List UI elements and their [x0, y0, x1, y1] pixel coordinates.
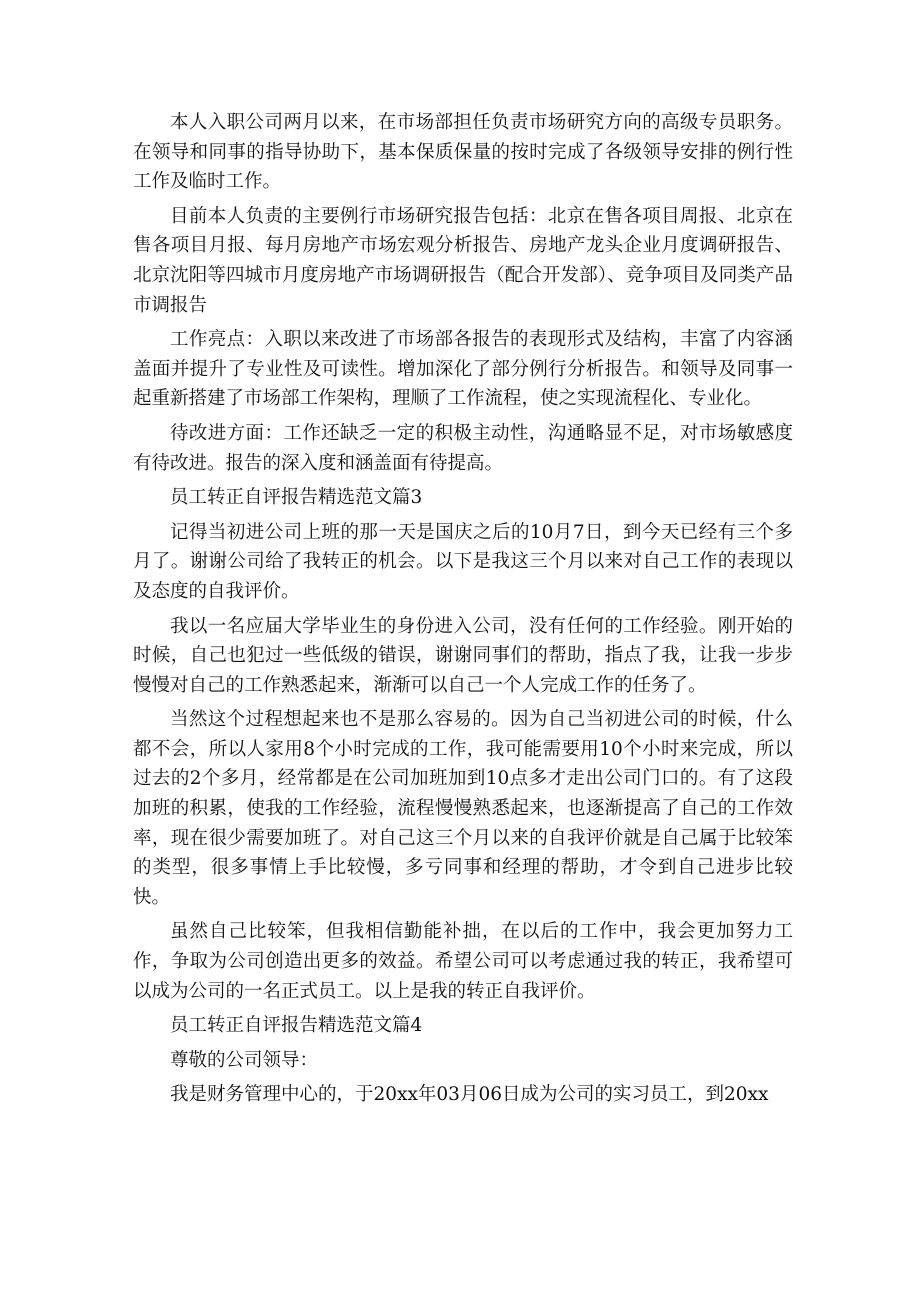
paragraph-reports: 目前本人负责的主要例行市场研究报告包括：北京在售各项目周报、北京在售各项目月报、每月房地产市场宏观分析报告、房地产龙头企业月度调研报告、北京沈阳等四城市月度房地产市场调研报告（配合开发部）、竞争项目及同类产品市调报告 — [133, 205, 793, 316]
document-body — [133, 108, 793, 1115]
paragraph-highlights: 工作亮点：入职以来改进了市场部各报告的表现形式及结构，丰富了内容涵盖面并提升了专业性及可读性。增加深化了部分例行分析报告。和领导及同事一起重新搭建了市场部工作架构，理顺了工作流程，使之实现流程化、专业化。 — [133, 329, 793, 410]
section-heading-3: 员工转正自评报告精选范文篇3 — [170, 487, 423, 509]
paragraph-start-date: 记得当初进公司上班的那一天是国庆之后的10月7日，到今天已经有三个多月了。谢谢公司给了我转正的机会。以下是我这三个月以来对自己工作的表现以及态度的自我评价。 — [133, 521, 793, 602]
section-heading-4: 员工转正自评报告精选范文篇4 — [170, 1015, 423, 1037]
paragraph-finance-intro: 我是财务管理中心的，于20xx年03月06日成为公司的实习员工，到20xx — [170, 1084, 769, 1106]
paragraph-improvements: 待改进方面：工作还缺乏一定的积极主动性，沟通略显不足，对市场敏感度有待改进。报告的深入度和涵盖面有待提高。 — [133, 422, 793, 474]
paragraph-intro: 本人入职公司两月以来，在市场部担任负责市场研究方向的高级专员职务。在领导和同事的指导协助下，基本保质保量的按时完成了各级领导安排的例行性工作及临时工作。 — [133, 112, 793, 193]
paragraph-graduate: 我以一名应届大学毕业生的身份进入公司，没有任何的工作经验。刚开始的时候，自己也犯过一些低级的错误，谢谢同事们的帮助，指点了我，让我一步步慢慢对自己的工作熟悉起来，渐渐可以自己一个人完成工作的任务了。 — [133, 615, 793, 696]
paragraph-process: 当然这个过程想起来也不是那么容易的。因为自己当初进公司的时候，什么都不会，所以人家用8个小时完成的工作，我可能需要用10个小时来完成，所以过去的2个多月，经常都是在公司加班加到10点多才走出公司门口的。有了这段加班的积累，使我的工作经验，流程慢慢熟悉起来，也逐渐提高了自己的工作效率，现在很少需要加班了。对自己这三个月以来的自我评价就是自己属于比较笨的类型，很多事情上手比较慢，多亏同事和经理的帮助，才令到自己进步比较快。 — [133, 709, 793, 908]
paragraph-conclusion: 虽然自己比较笨，但我相信勤能补拙，在以后的工作中，我会更加努力工作，争取为公司创造出更多的效益。希望公司可以考虑通过我的转正，我希望可以成为公司的一名正式员工。以上是我的转正自我评价。 — [133, 921, 793, 1002]
salutation: 尊敬的公司领导： — [170, 1049, 319, 1071]
